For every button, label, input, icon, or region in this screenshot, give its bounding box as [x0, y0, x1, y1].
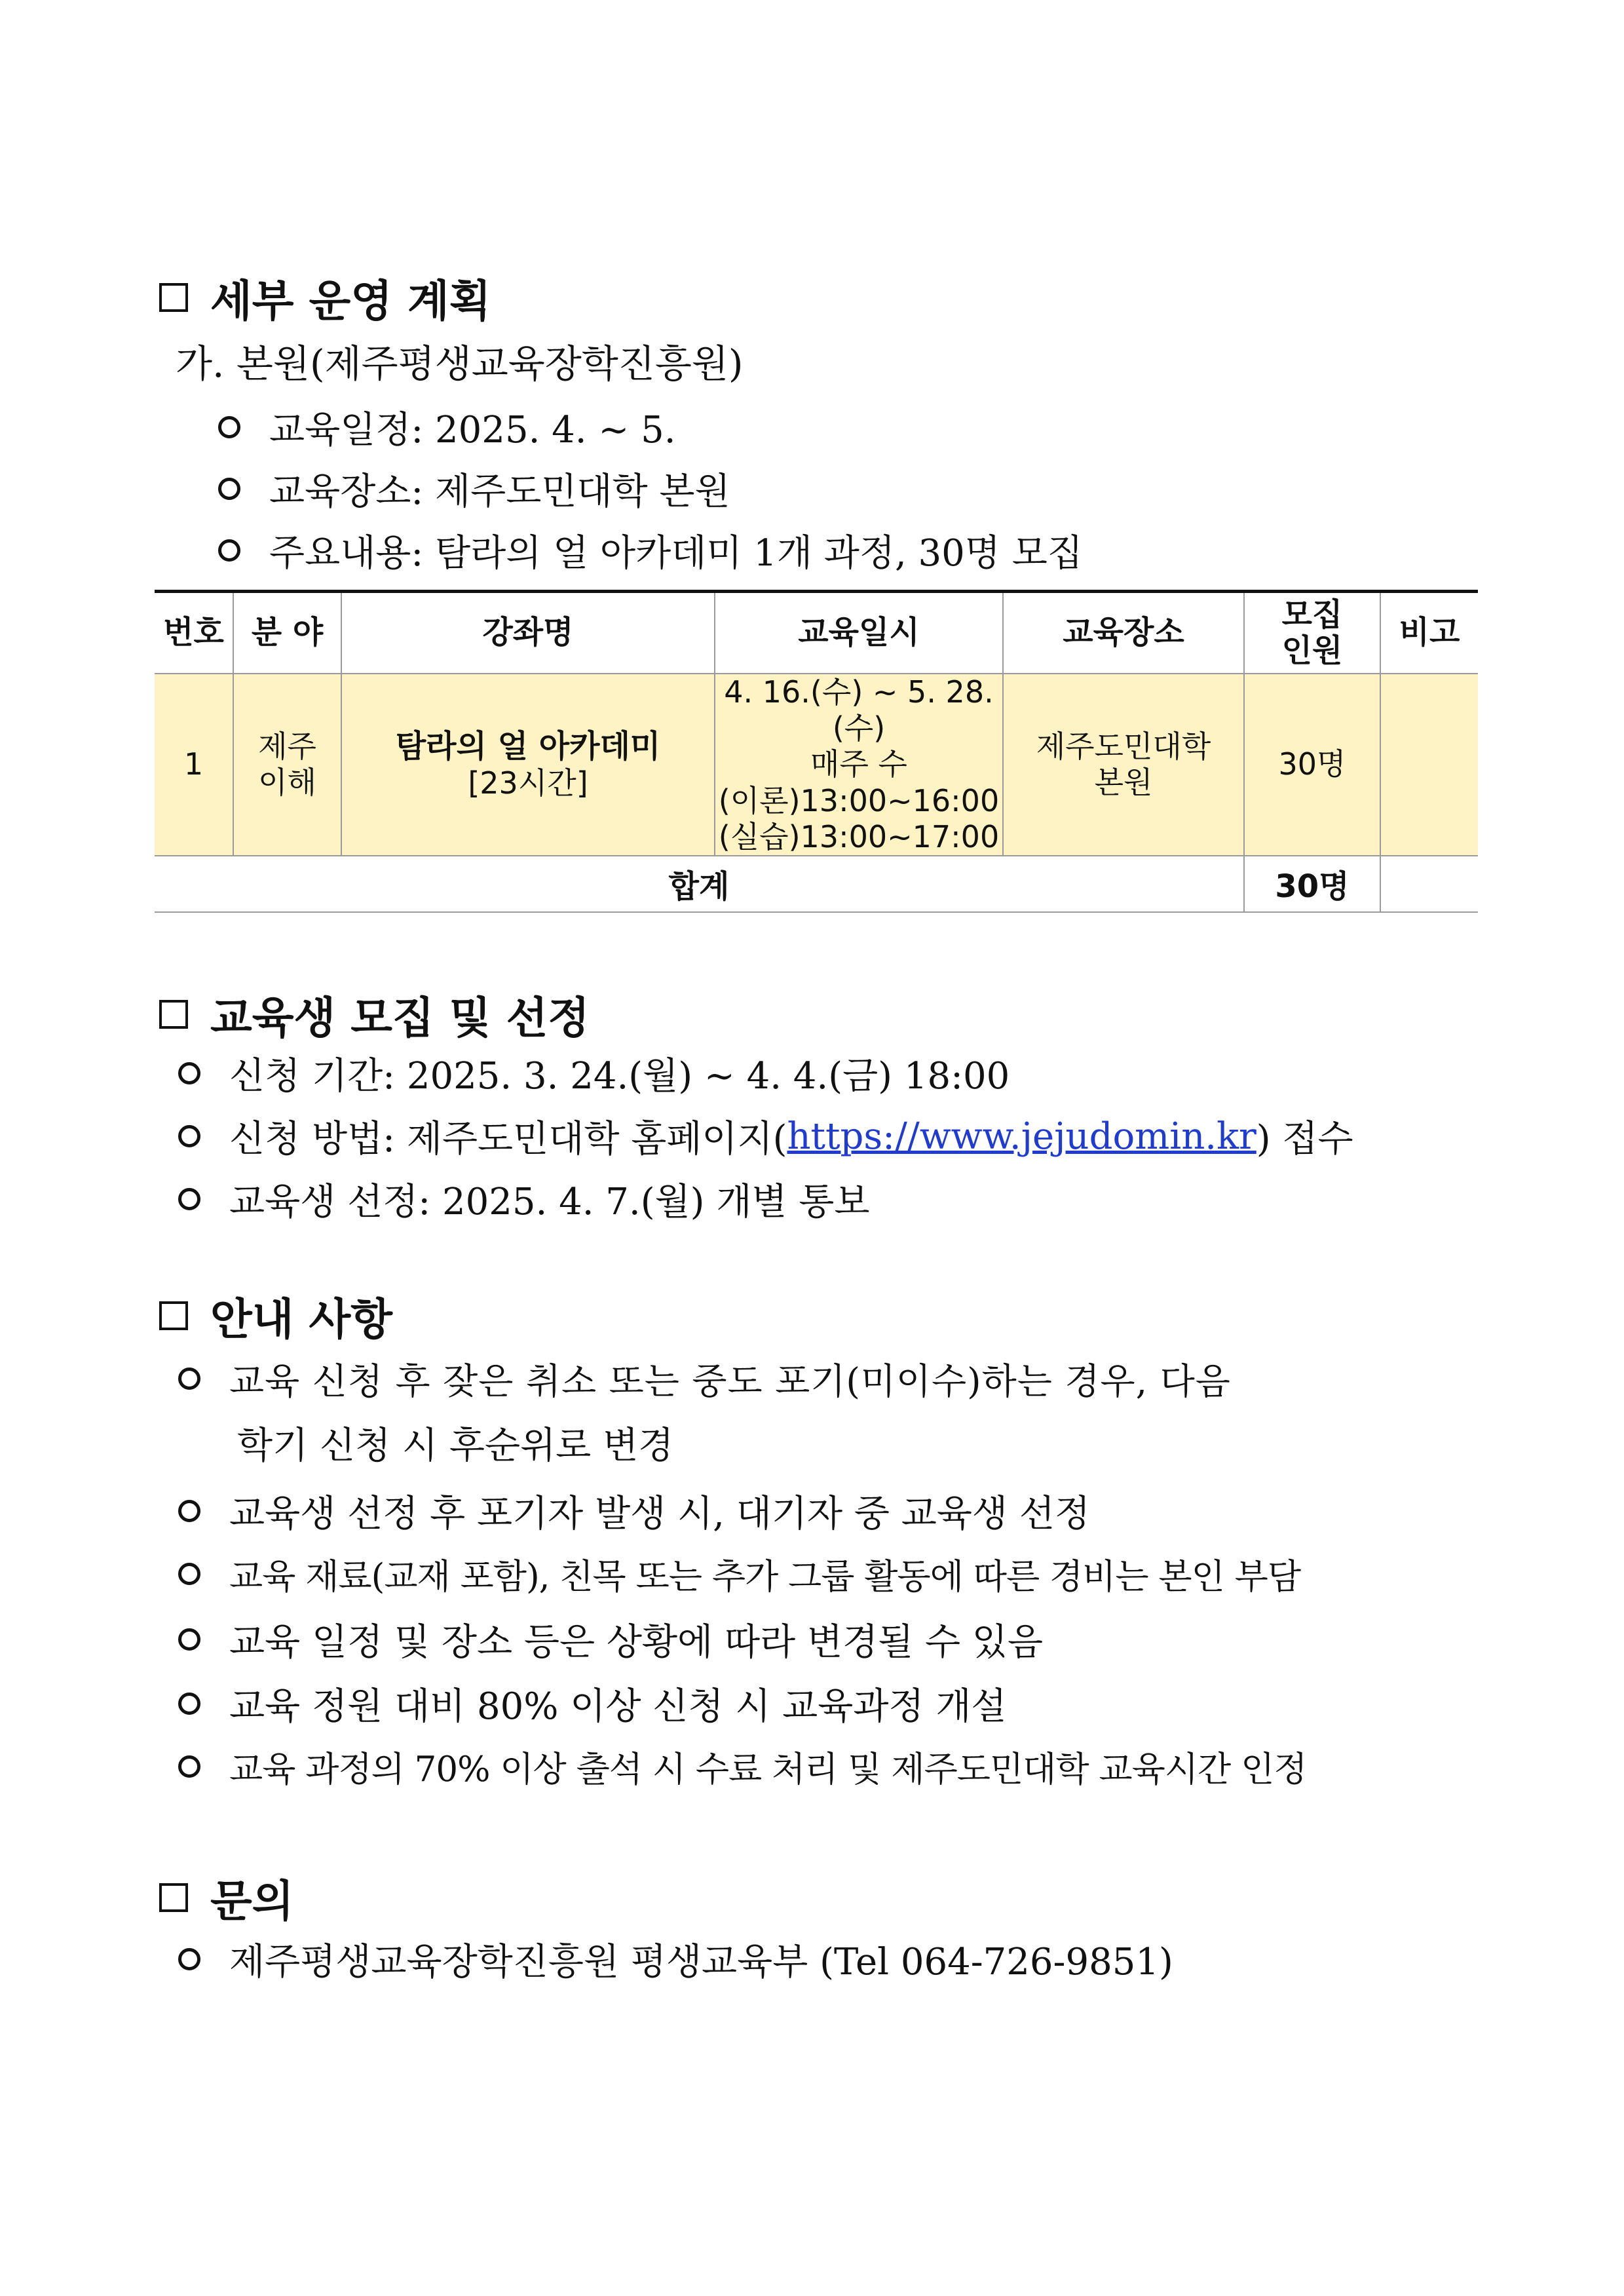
cell-recruit: 30명 — [1244, 674, 1380, 856]
circle-bullet-icon — [218, 539, 240, 562]
circle-bullet-icon — [178, 1628, 200, 1651]
total-value: 30명 — [1244, 856, 1380, 912]
section-heading-plan: 세부 운영 계획 — [159, 266, 491, 328]
checkbox-square-icon — [159, 283, 188, 312]
circle-bullet-icon — [178, 1125, 200, 1147]
header-recruit: 모집 인원 — [1244, 592, 1380, 674]
header-course: 강좌명 — [341, 592, 715, 674]
list-item-continuation: 학기 신청 시 후순위로 변경 — [237, 1425, 674, 1467]
header-place: 교육장소 — [1003, 592, 1244, 674]
cell-no: 1 — [155, 674, 233, 856]
list-item: 교육 정원 대비 80% 이상 신청 시 교육과정 개설 — [178, 1677, 1007, 1730]
list-item: 교육 일정 및 장소 등은 상황에 따라 변경될 수 있음 — [178, 1613, 1043, 1666]
circle-bullet-icon — [218, 416, 240, 438]
list-item: 신청 기간: 2025. 3. 24.(월) ~ 4. 4.(금) 18:00 — [178, 1047, 1010, 1100]
list-item: 교육 신청 후 잦은 취소 또는 중도 포기(미이수)하는 경우, 다음 — [178, 1352, 1231, 1404]
total-label: 합계 — [155, 856, 1244, 912]
header-note: 비고 — [1380, 592, 1478, 674]
circle-bullet-icon — [178, 1188, 200, 1210]
cell-note — [1380, 674, 1478, 856]
list-item: 교육생 선정: 2025. 4. 7.(월) 개별 통보 — [178, 1173, 870, 1225]
list-item: 제주평생교육장학진흥원 평생교육부 (Tel 064-726-9851) — [178, 1933, 1173, 1985]
list-item: 교육장소: 제주도민대학 본원 — [218, 463, 730, 515]
circle-bullet-icon — [178, 1755, 200, 1778]
total-note — [1380, 856, 1478, 912]
list-item: 교육 재료(교재 포함), 친목 또는 추가 그룹 활동에 따른 경비는 본인 부담 — [178, 1549, 1300, 1599]
cell-place: 제주도민대학 본원 — [1003, 674, 1244, 856]
section-heading-notice: 안내 사항 — [159, 1284, 392, 1347]
header-no: 번호 — [155, 592, 233, 674]
homepage-link[interactable]: https://www.jejudomin.kr — [787, 1115, 1256, 1158]
list-item: 교육 과정의 70% 이상 출석 시 수료 처리 및 제주도민대학 교육시간 인정 — [178, 1742, 1306, 1791]
list-item: 신청 방법: 제주도민대학 홈페이지( https://www.jejudomin.kr ) 접수 — [178, 1110, 1353, 1162]
list-item: 교육생 선정 후 포기자 발생 시, 대기자 중 교육생 선정 — [178, 1485, 1090, 1537]
checkbox-square-icon — [159, 1883, 188, 1912]
list-item: 교육일정: 2025. 4. ~ 5. — [218, 401, 676, 453]
circle-bullet-icon — [178, 1500, 200, 1522]
section-heading-recruit: 교육생 모집 및 선정 — [159, 983, 590, 1045]
header-field: 분 야 — [233, 592, 341, 674]
course-table — [155, 590, 1478, 913]
table-header-row — [155, 592, 1478, 674]
cell-course: 탐라의 얼 아카데미 [23시간] — [341, 674, 715, 856]
list-item: 주요내용: 탐라의 얼 아카데미 1개 과정, 30명 모집 — [218, 524, 1083, 577]
table-row — [155, 674, 1478, 856]
circle-bullet-icon — [178, 1062, 200, 1084]
checkbox-square-icon — [159, 1301, 188, 1330]
cell-datetime: 4. 16.(수) ~ 5. 28.(수) 매주 수 (이론)13:00~16:00 (실습)13:00~17:00 — [715, 674, 1003, 856]
circle-bullet-icon — [218, 478, 240, 500]
checkbox-square-icon — [159, 1000, 188, 1029]
section-heading-contact: 문의 — [159, 1866, 294, 1928]
header-datetime: 교육일시 — [715, 592, 1003, 674]
cell-field: 제주 이해 — [233, 674, 341, 856]
circle-bullet-icon — [178, 1368, 200, 1390]
circle-bullet-icon — [178, 1948, 200, 1970]
circle-bullet-icon — [178, 1693, 200, 1715]
subheading-main-campus: 가. 본원(제주평생교육장학진흥원) — [176, 341, 744, 386]
table-total-row — [155, 856, 1478, 912]
circle-bullet-icon — [178, 1563, 200, 1585]
